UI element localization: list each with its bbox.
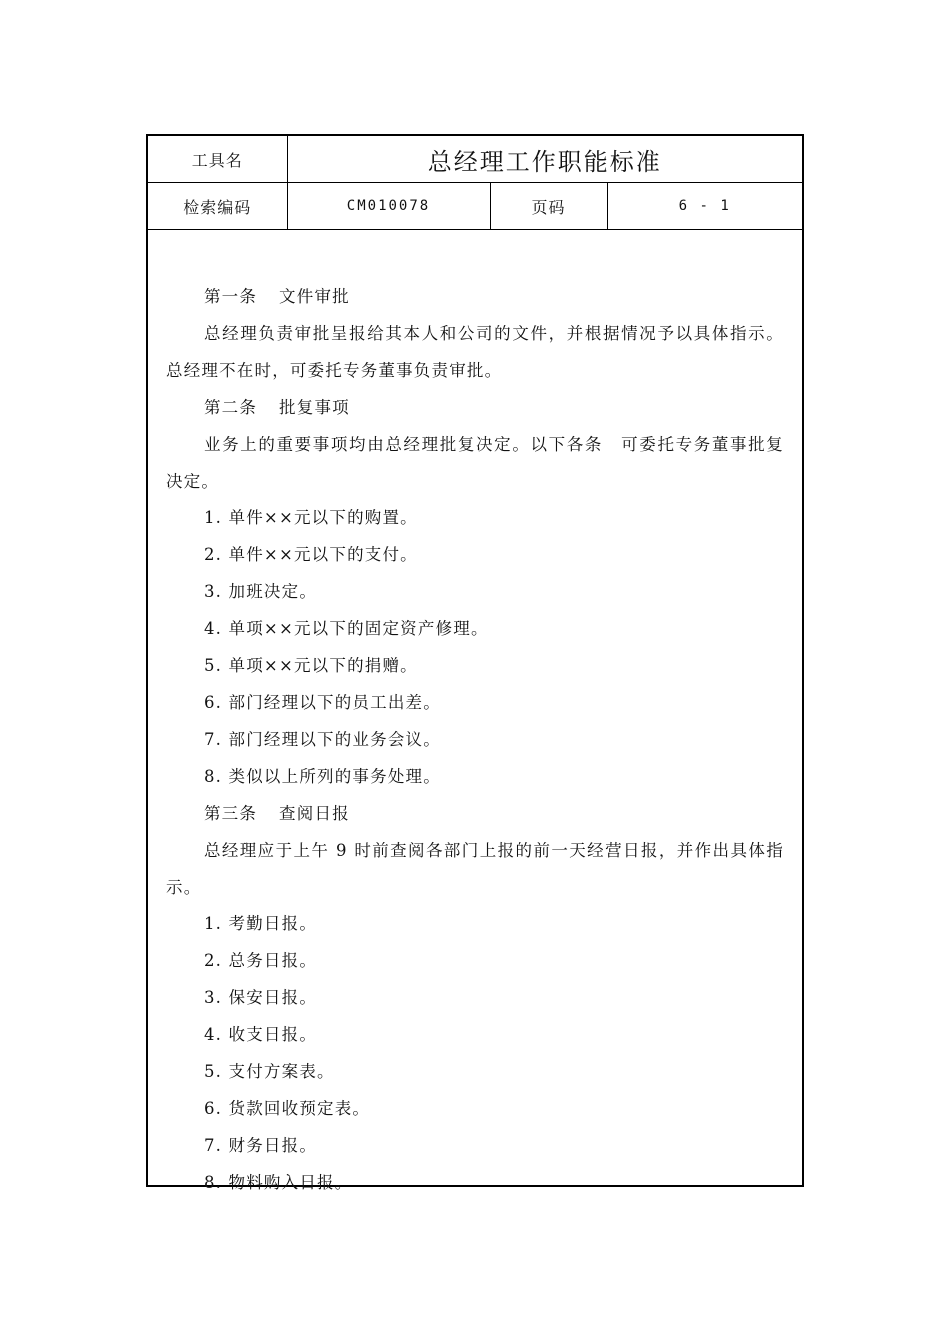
list-item: 1. 单件××元以下的购置。 (203, 508, 418, 528)
list-item: 4. 收支日报。 (203, 1025, 318, 1045)
header-table (148, 136, 802, 230)
article-2-body: 业务上的重要事项均由总经理批复决定。以下各条 可委托专务董事批复决定。 (166, 434, 784, 491)
list-item: 6. 货款回收预定表。 (203, 1098, 371, 1118)
list-item: 3. 保安日报。 (203, 988, 318, 1008)
list-item: 8. 类似以上所列的事务处理。 (203, 766, 441, 786)
list-item: 3. 加班决定。 (203, 582, 318, 602)
page-value: 6 - 1 (607, 183, 802, 230)
article-2-heading (166, 390, 784, 427)
meta-row (148, 183, 802, 230)
tool-name-label: 工具名 (148, 136, 287, 183)
article-1-heading (166, 279, 784, 316)
document-title: 总经理工作职能标准 (287, 136, 802, 183)
article-1-number: 第一条 (203, 287, 258, 306)
article-1-title: 文件审批 (279, 287, 350, 306)
list-item: 2. 单件××元以下的支付。 (203, 545, 418, 565)
list-item: 2. 总务日报。 (203, 951, 318, 971)
article-2-title: 批复事项 (279, 397, 350, 417)
document-frame (146, 134, 804, 1192)
code-value: CM010078 (287, 183, 490, 230)
list-item: 8. 物料购入日报。 (203, 1172, 353, 1192)
list-item: 7. 财务日报。 (203, 1135, 318, 1155)
article-1-body: 总经理负责审批呈报给其本人和公司的文件，并根据情况予以具体指示。总经理不在时，可委托专务董事负责审批。 (166, 323, 784, 380)
list-item: 6. 部门经理以下的员工出差。 (203, 692, 441, 712)
list-item: 7. 部门经理以下的业务会议。 (203, 729, 441, 749)
list-item: 5. 支付方案表。 (203, 1062, 335, 1082)
article-3-body: 总经理应于上午 9 时前查阅各部门上报的前一天经营日报，并作出具体指示。 (166, 840, 784, 897)
article-2-number: 第二条 (203, 397, 258, 417)
list-item: 1. 考勤日报。 (203, 914, 318, 934)
title-row (148, 136, 802, 183)
page-label: 页码 (490, 183, 607, 230)
article-3-number: 第三条 (203, 803, 258, 823)
list-item: 5. 单项××元以下的捐赠。 (203, 656, 418, 676)
article-3-title: 查阅日报 (279, 803, 350, 823)
document-body (166, 279, 784, 1202)
list-item: 4. 单项××元以下的固定资产修理。 (203, 619, 489, 639)
code-label: 检索编码 (148, 183, 287, 230)
article-3-heading (166, 796, 784, 833)
